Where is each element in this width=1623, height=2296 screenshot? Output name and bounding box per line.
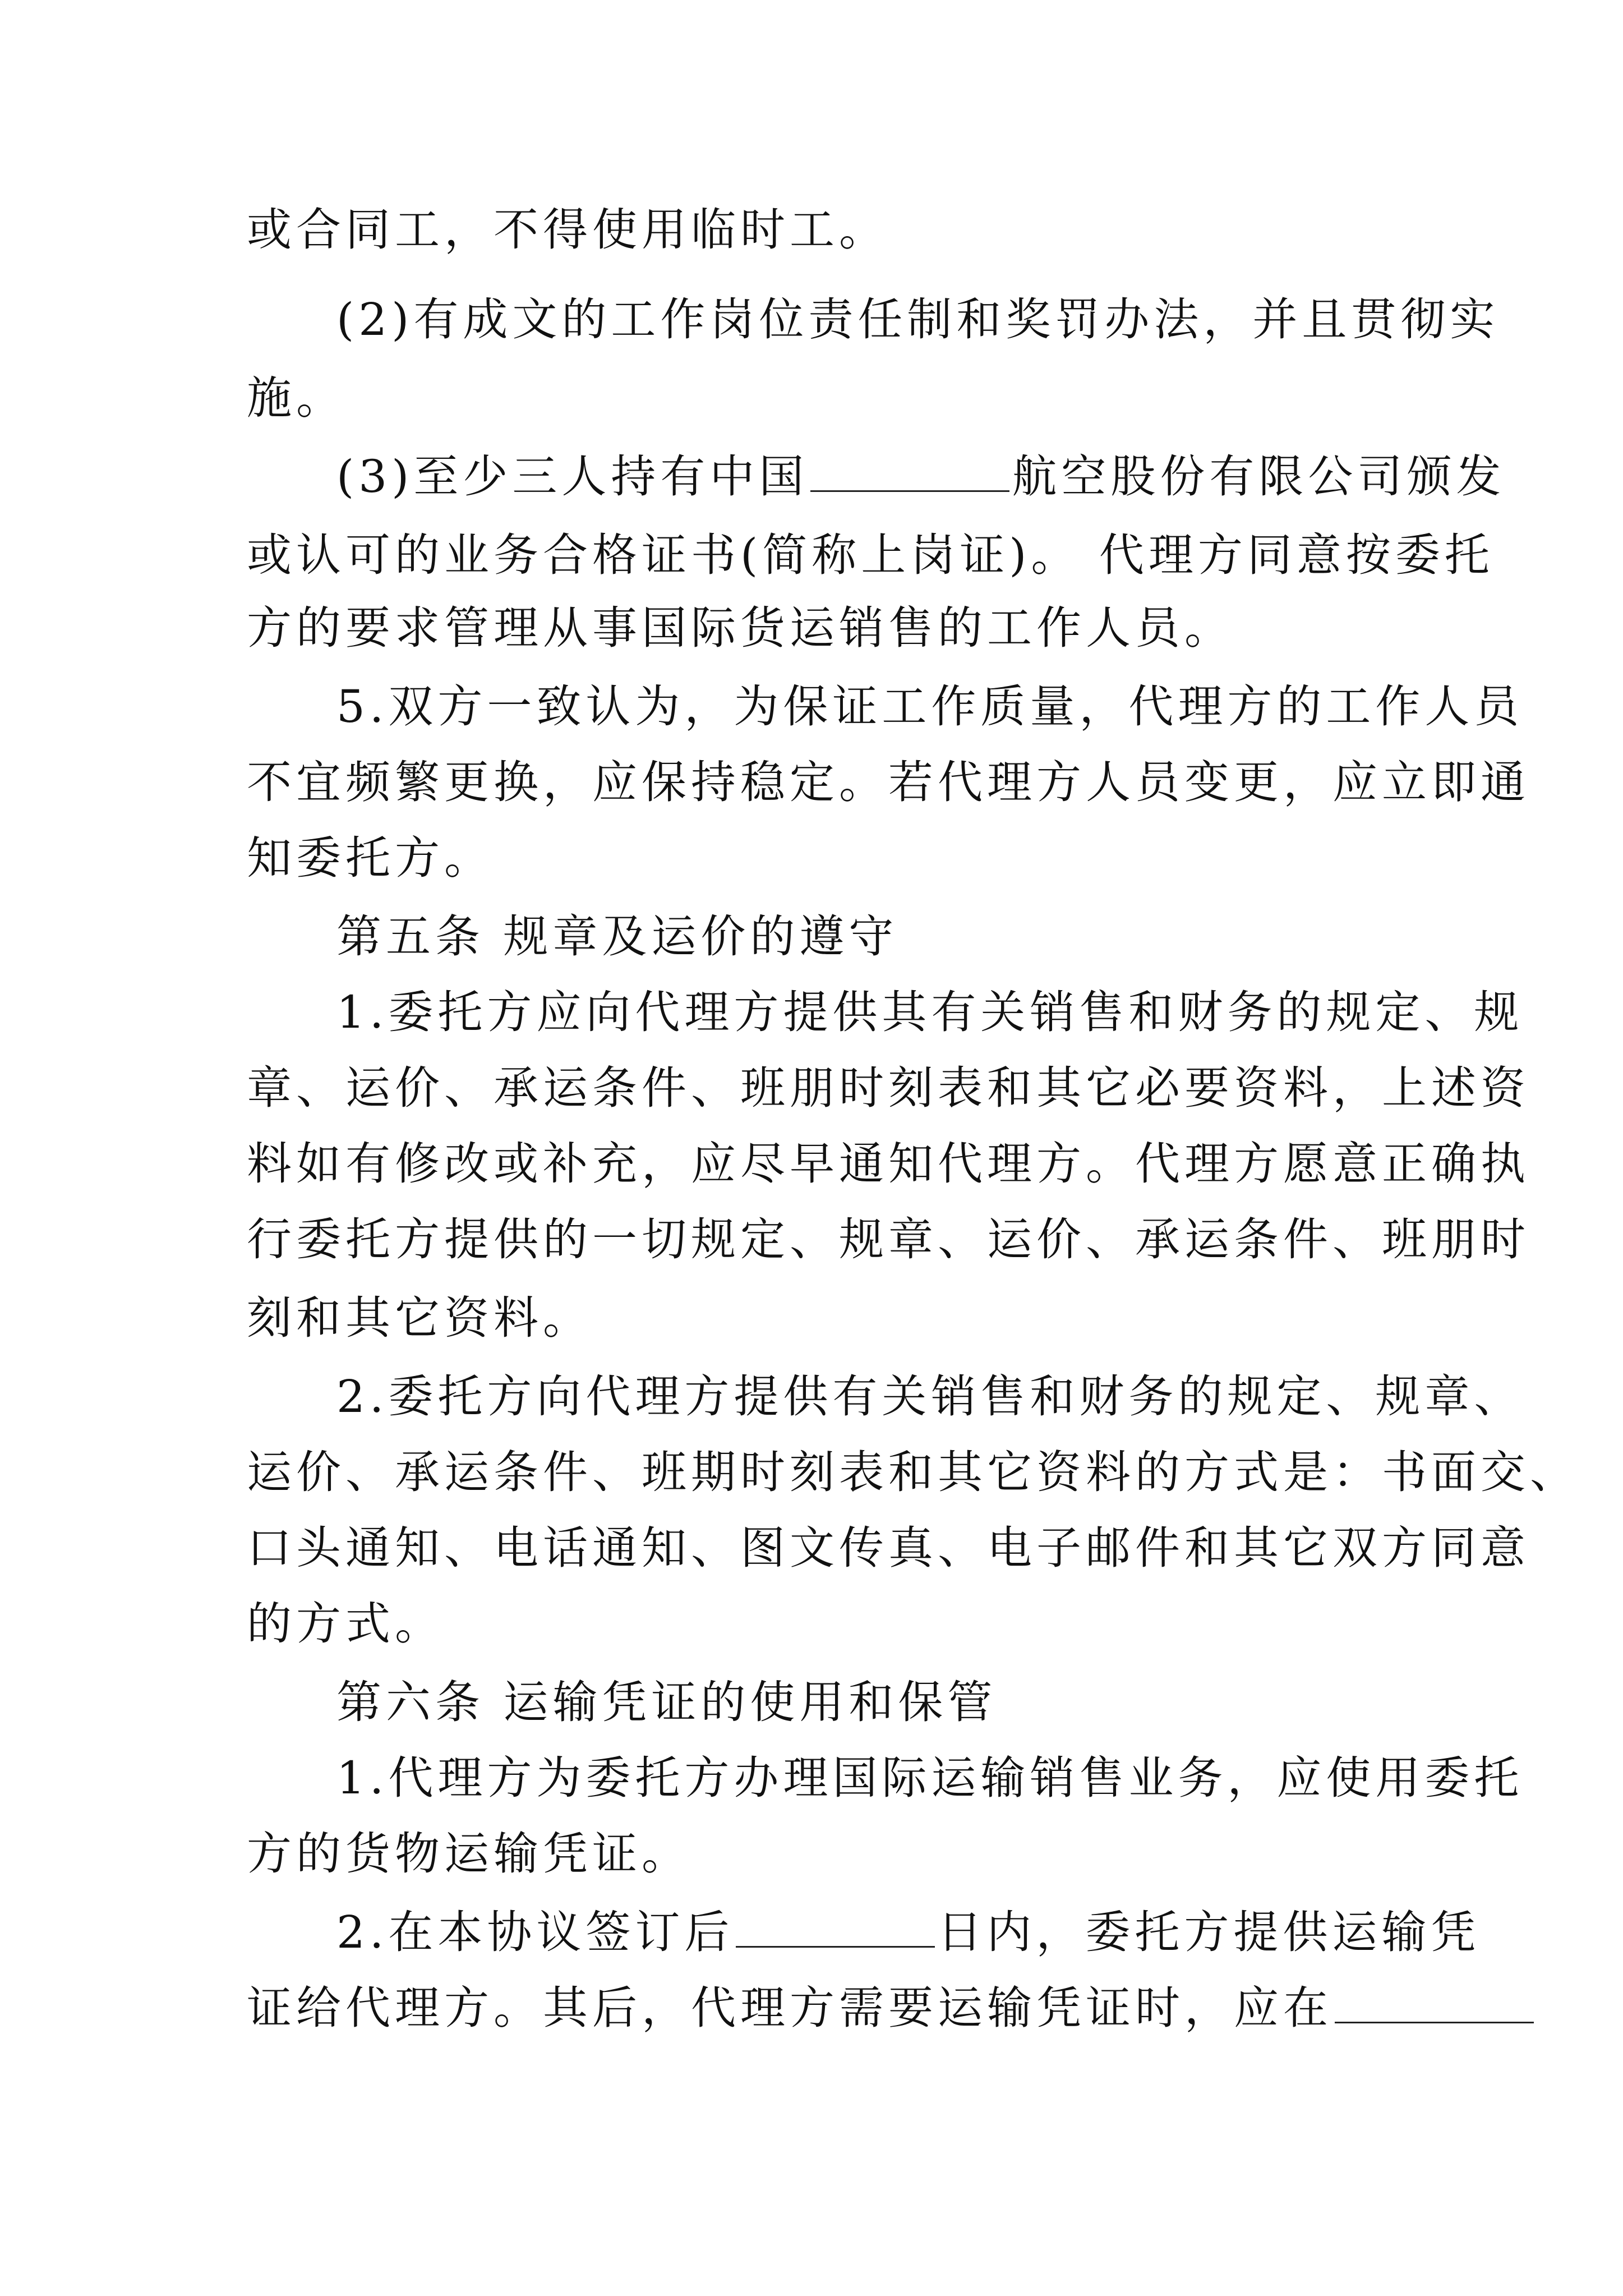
text-line: 知委托方。 [247, 832, 494, 884]
text-line: 方的货物运输凭证。 [247, 1828, 691, 1880]
text-line: 刻和其它资料。 [247, 1292, 592, 1344]
text-segment: 日内，委托方提供运输凭 [937, 1906, 1481, 1958]
text-line [336, 449, 1514, 505]
text-line: 1.委托方应向代理方提供其有关销售和财务的规定、规 [336, 986, 1524, 1038]
text-line: 1.代理方为委托方办理国际运输销售业务，应使用委托 [336, 1752, 1524, 1804]
section-heading: 第五条 规章及运价的遵守 [336, 910, 898, 963]
text-line: 5.双方一致认为，为保证工作质量，代理方的工作人员 [336, 680, 1524, 733]
text-segment: (3)至少三人持有中国 [336, 450, 809, 503]
text-line: (2)有成文的工作岗位责任制和奖罚办法，并且贯彻实 [336, 293, 1500, 346]
section-heading: 第六条 运输凭证的使用和保管 [336, 1676, 997, 1728]
text-line: 不宜频繁更换，应保持稳定。若代理方人员变更，应立即通 [247, 756, 1530, 808]
text-line: 或合同工，不得使用临时工。 [247, 204, 888, 256]
text-line: 行委托方提供的一切规定、规章、运价、承运条件、班朋时 [247, 1213, 1530, 1266]
fill-in-blank [810, 449, 1009, 492]
fill-in-blank [736, 1904, 935, 1948]
text-line: 运价、承运条件、班期时刻表和其它资料的方式是：书面交、 [247, 1446, 1579, 1498]
text-line: 2.委托方向代理方提供有关销售和财务的规定、规章、 [336, 1370, 1524, 1423]
text-line: 口头通知、电话通知、图文传真、电子邮件和其它双方同意 [247, 1522, 1530, 1574]
fill-in-blank [1335, 1980, 1534, 2023]
text-line: 方的要求管理从事国际货运销售的工作人员。 [247, 602, 1234, 654]
text-line: 施。 [247, 372, 345, 424]
text-line: 的方式。 [247, 1598, 444, 1650]
text-line [336, 1904, 1514, 1961]
text-segment: 证给代理方。其后，代理方需要运输凭证时，应在 [247, 1982, 1332, 2034]
text-segment: 航空股份有限公司颁发 [1012, 450, 1506, 503]
text-line [247, 1980, 1424, 2036]
text-line: 或认可的业务合格证书(简称上岗证)。 代理方同意按委托 [247, 529, 1494, 581]
text-line: 章、运价、承运条件、班朋时刻表和其它必要资料，上述资 [247, 1062, 1530, 1114]
text-segment: 2.在本协议签订后 [336, 1906, 734, 1958]
text-line: 料如有修改或补充，应尽早通知代理方。代理方愿意正确执 [247, 1138, 1530, 1190]
